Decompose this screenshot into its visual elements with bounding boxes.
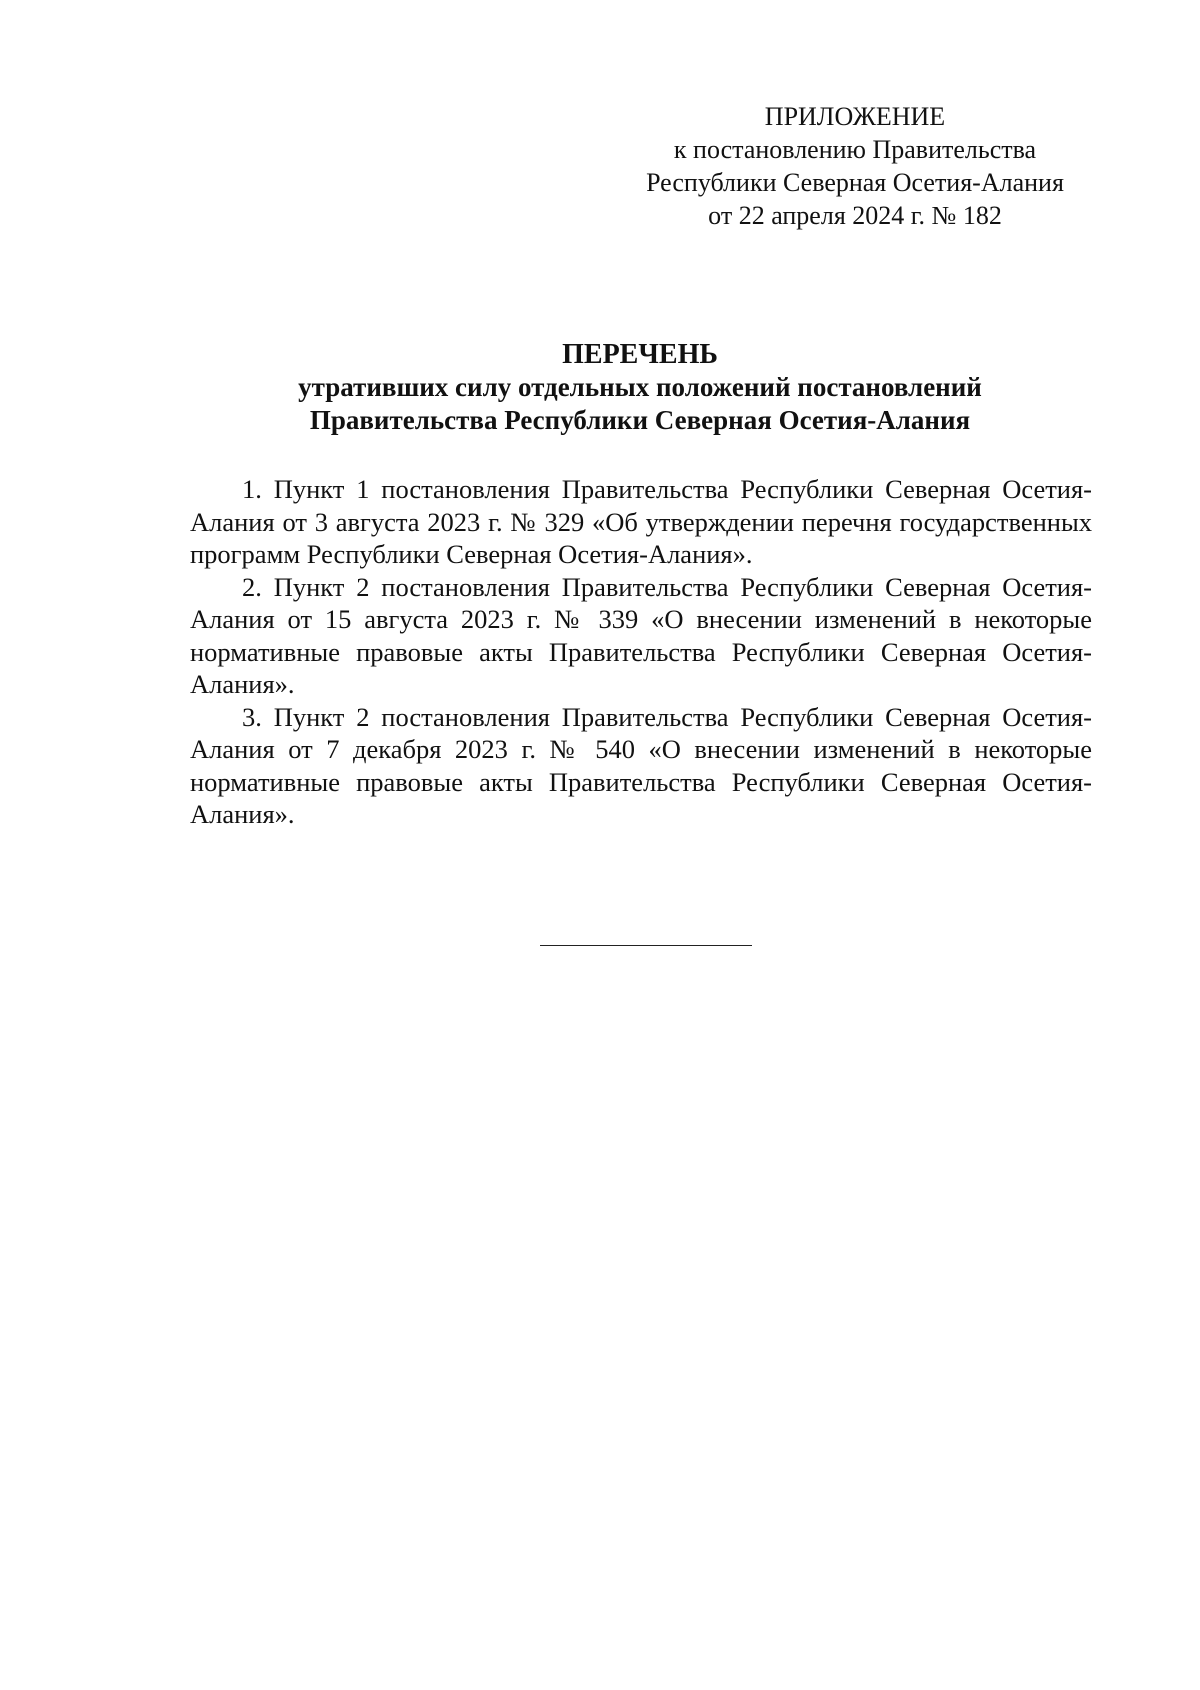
appendix-republic: Республики Северная Осетия-Алания	[646, 168, 1064, 197]
appendix-header	[620, 100, 1090, 232]
title-subtitle-line2: Правительства Республики Северная Осетия-Алания	[309, 405, 971, 435]
list-item: 3. Пункт 2 постановления Правительства Республики Северная Осетия-Алания от 7 декабря 2023 г. № 540 «О внесении изменений в некоторые нормативные правовые акты Правительства Республики Северная Осетия-Алания».	[190, 701, 1092, 829]
title-heading: ПЕРЕЧЕНЬ	[562, 339, 718, 370]
document-body	[190, 473, 1092, 831]
document-title	[260, 338, 1020, 437]
appendix-date-number: от 22 апреля 2024 г. № 182	[708, 201, 1002, 230]
list-item: 1. Пункт 1 постановления Правительства Республики Северная Осетия-Алания от 3 августа 2023 г. № 329 «Об утверждении перечня государственных программ Республики Северная Осетия-Алания».	[190, 474, 1092, 569]
end-divider	[540, 945, 752, 946]
appendix-reference: к постановлению Правительства	[673, 135, 1037, 164]
list-item: 2. Пункт 2 постановления Правительства Республики Северная Осетия-Алания от 15 августа 2023 г. № 339 «О внесении изменений в некоторые нормативные правовые акты Правительства Республики Северная Осетия-Алания».	[190, 571, 1092, 699]
title-subtitle-line1: утративших силу отдельных положений постановлений	[298, 372, 982, 402]
appendix-label: ПРИЛОЖЕНИЕ	[764, 102, 946, 131]
